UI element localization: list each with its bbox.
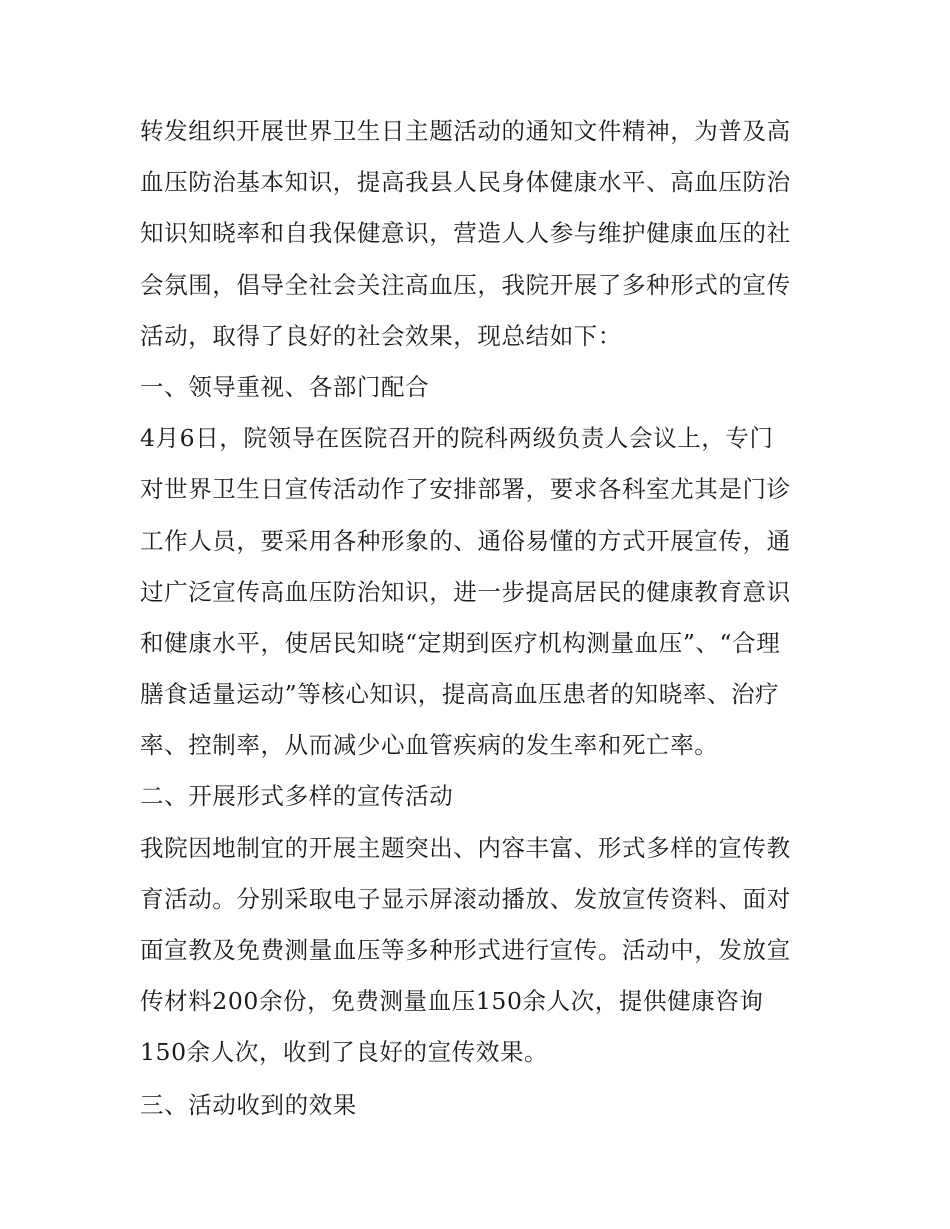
section-heading-3: 三、活动收到的效果 [140, 1090, 357, 1119]
paragraph-line: 我院因地制宜的开展主题突出、内容丰富、形式多样的宣传教 [140, 833, 791, 862]
section-heading-2: 二、开展形式多样的宣传活动 [140, 782, 454, 811]
paragraph-line: 对世界卫生日宣传活动作了安排部署，要求各科室尤其是门诊 [140, 475, 791, 504]
paragraph-line: 转发组织开展世界卫生日主题活动的通知文件精神，为普及高 [140, 117, 791, 145]
document-body [140, 106, 820, 1131]
paragraph-line: 4月6日，院领导在医院召开的院科两级负责人会议上，专门 [140, 424, 774, 453]
paragraph-line: 面宣教及免费测量血压等多种形式进行宣传。活动中，发放宣 [140, 936, 791, 964]
paragraph-line: 育活动。分别采取电子显示屏滚动播放、发放宣传资料、面对 [140, 884, 791, 913]
paragraph-line: 会氛围，倡导全社会关注高血压，我院开展了多种形式的宣传 [140, 270, 791, 299]
paragraph-line: 血压防治基本知识，提高我县人民身体健康水平、高血压防治 [140, 168, 791, 197]
paragraph-line: 150余人次，收到了良好的宣传效果。 [140, 1038, 549, 1067]
section-heading-1: 一、领导重视、各部门配合 [140, 372, 430, 401]
paragraph-line: 和健康水平，使居民知晓“定期到医疗机构测量血压”、“合理 [140, 628, 781, 657]
paragraph-line: 活动，取得了良好的社会效果，现总结如下： [140, 321, 622, 350]
paragraph-line: 过广泛宣传高血压防治知识，进一步提高居民的健康教育意识 [140, 577, 791, 606]
paragraph-line: 率、控制率，从而减少心血管疾病的发生率和死亡率。 [140, 731, 719, 760]
paragraph-line: 知识知晓率和自我保健意识，营造人人参与维护健康血压的社 [140, 219, 791, 248]
paragraph-line: 膳食适量运动”等核心知识，提高高血压患者的知晓率、治疗 [140, 680, 780, 709]
paragraph-line: 工作人员，要采用各种形象的、通俗易懂的方式开展宣传，通 [140, 526, 791, 555]
paragraph-line: 传材料200余份，免费测量血压150余人次，提供健康咨询 [140, 987, 764, 1016]
